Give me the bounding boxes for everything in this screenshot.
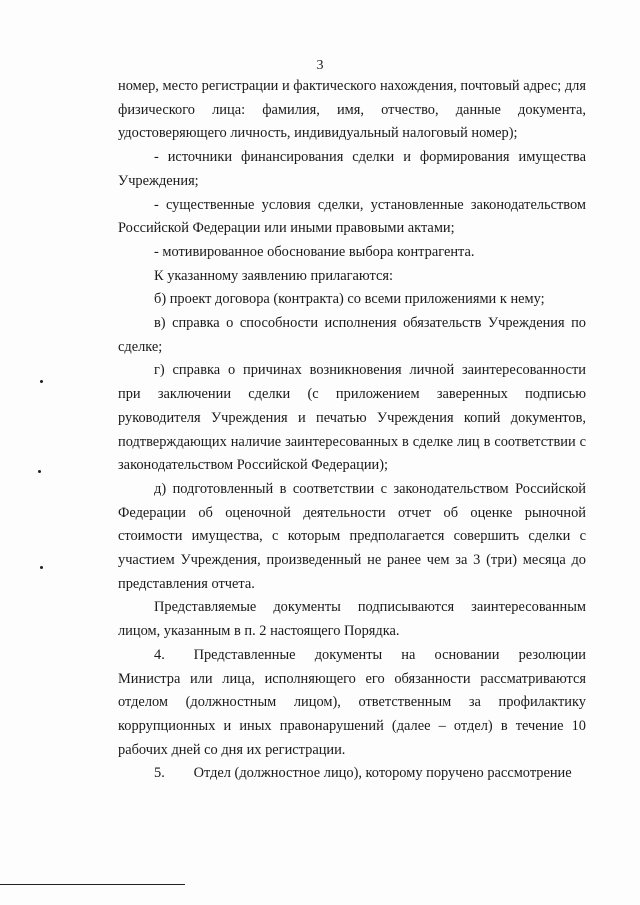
attachment-item-g: г) справка о причинах возникновения личной заинтересованности при заключении сделки (с приложением заверенных подписью руководителя Учреждения и печатью Учреждения копий документов, подтверждающих наличие заинтересованных в сделке лиц в соответствии с законодательством Российской Федерации); xyxy=(118,362,586,474)
page-number: 3 xyxy=(316,58,324,73)
scan-speck xyxy=(40,380,43,383)
signing-paragraph: Представляемые документы подписываются заинтересованным лицом, указанным в п. 2 настоящего Порядка. xyxy=(118,599,586,640)
clause-4: 4. Представленные документы на основании резолюции Министра или лица, исполняющего его обязанности рассматриваются отделом (должностным лицом), ответственным за профилактику коррупционных и иных правонарушений (далее – отдел) в течение 10 рабочих дней со дня их регистрации. xyxy=(118,646,586,758)
paragraph: номер, место регистрации и фактического нахождения, почтовый адрес; для физического лица: фамилия, имя, отчество, данные документа, удостоверяющего личность, индивидуальный налоговый номер); xyxy=(118,78,586,142)
attachment-item-v: в) справка о способности исполнения обязательств Учреждения по сделке; xyxy=(118,315,586,355)
list-item-counterparty-rationale: - мотивированное обоснование выбора контрагента. xyxy=(154,243,475,260)
clause-5: 5. Отдел (должностное лицо), которому поручено рассмотрение xyxy=(154,765,572,782)
attachments-intro: К указанному заявлению прилагаются: xyxy=(154,267,393,284)
list-item-financing-sources: - источники финансирования сделки и формирования имущества Учреждения; xyxy=(118,149,586,189)
attachment-item-d: д) подготовленный в соответствии с законодательством Российской Федерации об оценочной деятельности отчет об оценке рыночной стоимости имущества, с которым предполагается совершить сделки с участием Учреждения, произведенный не ранее чем за 3 (три) месяца до представления отчета. xyxy=(118,480,586,592)
attachment-item-b: б) проект договора (контракта) со всеми приложениями к нему; xyxy=(154,291,545,308)
scan-speck xyxy=(38,470,41,473)
document-body xyxy=(118,75,586,786)
scan-speck xyxy=(40,566,43,569)
list-item-essential-terms: - существенные условия сделки, установленные законодательством Российской Федерации или иными правовыми актами; xyxy=(118,196,586,237)
footnote-separator xyxy=(0,884,185,885)
